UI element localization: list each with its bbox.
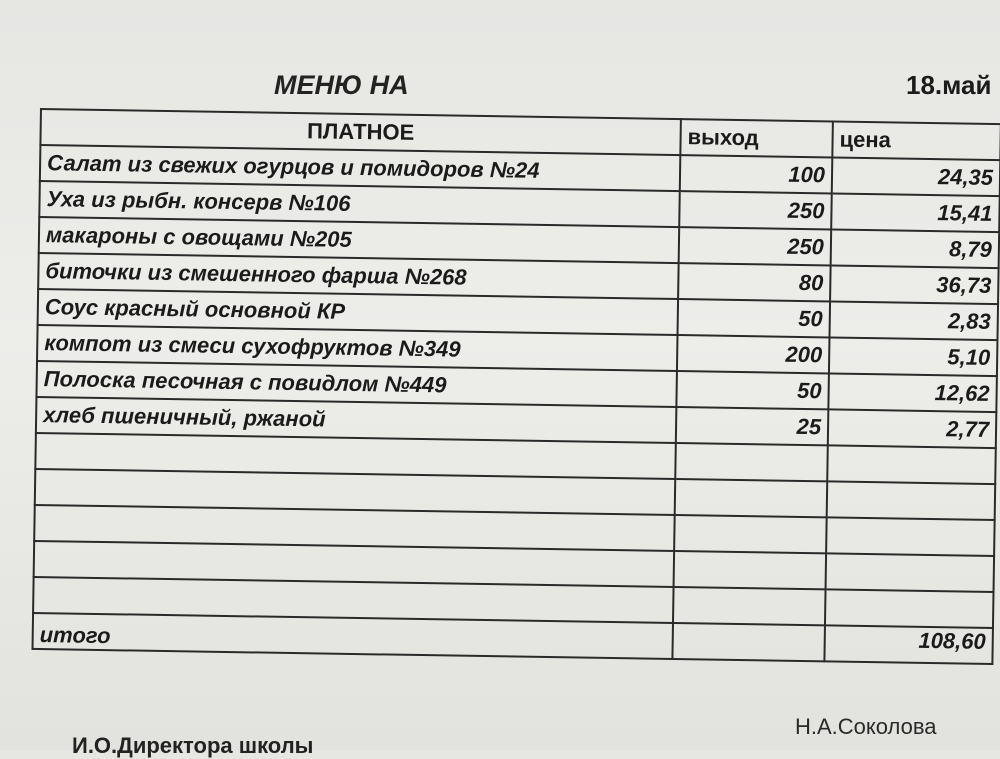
empty-cell — [672, 623, 825, 661]
dish-output: 250 — [679, 227, 832, 265]
empty-cell — [826, 517, 995, 556]
dish-output: 80 — [678, 263, 831, 301]
dish-price: 2,77 — [828, 409, 997, 448]
dish-price: 12,62 — [828, 373, 997, 412]
dish-output: 200 — [677, 335, 830, 373]
dish-output: 50 — [678, 299, 831, 337]
dish-name: Полоска песочная с повидлом №449 — [36, 361, 676, 407]
dish-name: макароны с овощами №205 — [39, 217, 679, 263]
column-header-name: ПЛАТНОЕ — [40, 109, 680, 155]
menu-date: 18.май — [906, 70, 992, 100]
dish-name: Соус красный основной КР — [38, 289, 678, 335]
dish-output: 250 — [679, 191, 832, 229]
empty-cell — [827, 481, 996, 520]
signatory-role: И.О.Директора школы — [72, 733, 314, 758]
empty-cell — [827, 445, 996, 484]
empty-cell — [675, 443, 828, 481]
empty-cell — [674, 515, 827, 553]
column-header-output: выход — [680, 119, 833, 157]
signatory-name: Н.А.Соколова — [795, 714, 937, 739]
dish-price: 15,41 — [831, 193, 1000, 232]
total-value: 108,60 — [824, 625, 993, 664]
dish-name: хлеб пшеничный, ржаной — [36, 397, 676, 443]
dish-output: 100 — [680, 155, 833, 193]
empty-cell — [675, 479, 828, 517]
dish-output: 50 — [676, 371, 829, 409]
dish-output: 25 — [676, 407, 829, 445]
empty-cell — [826, 553, 995, 592]
dish-name: биточки из смешенного фарша №268 — [38, 253, 678, 299]
dish-price: 24,35 — [832, 157, 1000, 196]
dish-name: Салат из свежих огурцов и помидоров №24 — [40, 145, 680, 191]
menu-title: МЕНЮ НА — [274, 70, 409, 100]
dish-name: компот из смеси сухофруктов №349 — [37, 325, 677, 371]
dish-name: Уха из рыбн. консерв №106 — [39, 181, 679, 227]
dish-price: 2,83 — [829, 301, 998, 340]
empty-cell — [674, 551, 827, 589]
menu-table — [31, 108, 1000, 665]
dish-price: 8,79 — [831, 229, 1000, 268]
empty-cell — [825, 589, 994, 628]
dish-price: 5,10 — [829, 337, 998, 376]
empty-cell — [673, 587, 826, 625]
column-header-price: цена — [832, 121, 1000, 160]
total-label: итого — [33, 613, 673, 659]
dish-price: 36,73 — [830, 265, 999, 304]
